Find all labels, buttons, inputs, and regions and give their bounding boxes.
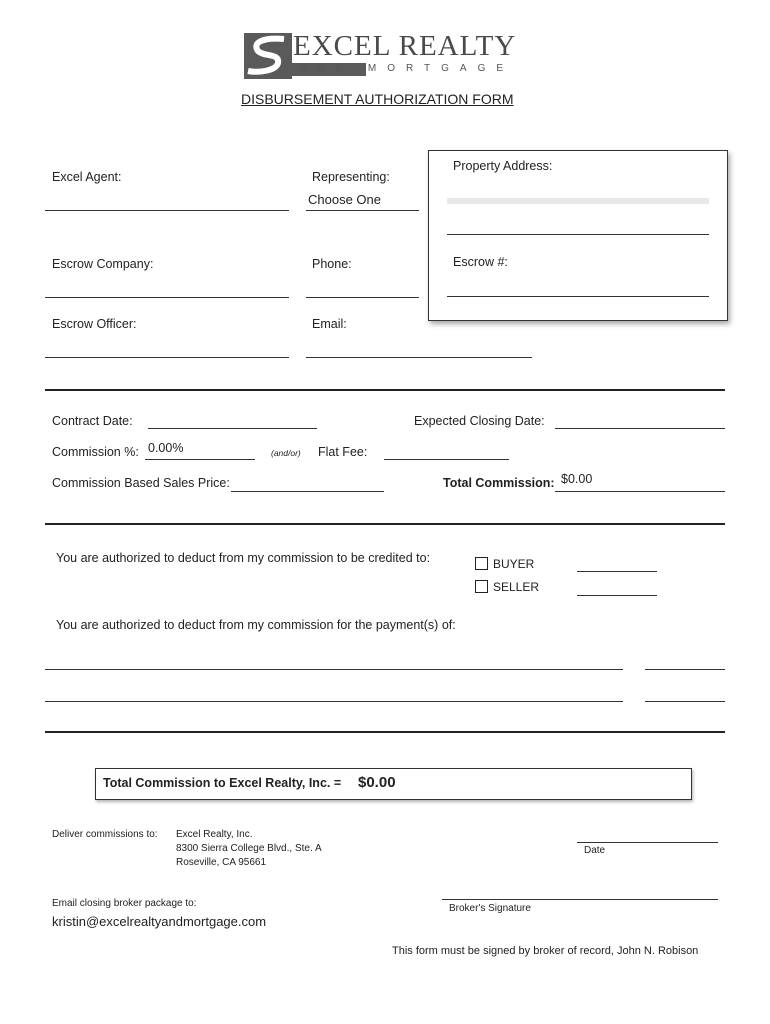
escrow-officer-field[interactable] — [45, 357, 289, 358]
deliver-address-line3: Roseville, CA 95661 — [176, 857, 267, 868]
email-field[interactable] — [306, 357, 532, 358]
escrow-company-field[interactable] — [45, 297, 289, 298]
property-address-label: Property Address: — [453, 159, 553, 173]
buyer-label: BUYER — [493, 557, 535, 571]
excel-agent-label: Excel Agent: — [52, 170, 122, 184]
flat-fee-label: Flat Fee: — [318, 445, 368, 459]
phone-field[interactable] — [306, 297, 419, 298]
commission-pct-underline — [145, 459, 255, 460]
property-address-line[interactable] — [447, 234, 709, 235]
buyer-checkbox[interactable] — [475, 557, 488, 570]
form-title: DISBURSEMENT AUTHORIZATION FORM — [241, 91, 514, 107]
date-label: Date — [584, 845, 606, 856]
payment-description-2[interactable] — [45, 701, 623, 702]
excel-agent-field[interactable] — [45, 210, 289, 211]
broker-signature-label: Broker's Signature — [449, 903, 531, 914]
total-commission-label: Total Commission: — [443, 476, 555, 490]
seller-amount-field[interactable] — [577, 595, 657, 596]
total-commission-excel-label: Total Commission to Excel Realty, Inc. = — [103, 776, 342, 790]
commission-sales-price-label: Commission Based Sales Price: — [52, 476, 230, 490]
total-commission-underline — [555, 491, 725, 492]
phone-label: Phone: — [312, 257, 352, 271]
email-package-address[interactable]: kristin@excelrealtyandmortgage.com — [52, 914, 267, 929]
logo-name: EXCEL REALTY — [293, 30, 517, 62]
escrow-number-field[interactable] — [447, 296, 709, 297]
seller-checkbox[interactable] — [475, 580, 488, 593]
footer-note: This form must be signed by broker of record, John N. Robison — [392, 945, 699, 957]
total-commission-excel-value: $0.00 — [358, 774, 396, 791]
escrow-officer-label: Escrow Officer: — [52, 317, 137, 331]
total-commission-value[interactable]: $0.00 — [561, 472, 593, 486]
email-package-label: Email closing broker package to: — [52, 898, 197, 909]
seller-label: SELLER — [493, 580, 540, 594]
representing-select[interactable]: Choose One — [308, 192, 381, 207]
email-label: Email: — [312, 317, 347, 331]
deliver-address-line1: Excel Realty, Inc. — [176, 829, 253, 840]
payment-description-1[interactable] — [45, 669, 623, 670]
section-divider-3 — [45, 731, 725, 733]
escrow-company-label: Escrow Company: — [52, 257, 154, 271]
expected-closing-date-label: Expected Closing Date: — [414, 414, 545, 428]
contract-date-field[interactable] — [148, 428, 317, 429]
expected-closing-date-field[interactable] — [555, 428, 725, 429]
flat-fee-field[interactable] — [384, 459, 509, 460]
broker-signature-field[interactable] — [442, 899, 718, 900]
deliver-label: Deliver commissions to: — [52, 829, 158, 840]
contract-date-label: Contract Date: — [52, 414, 133, 428]
payment-authorization-text: You are authorized to deduct from my commission for the payment(s) of: — [56, 618, 456, 632]
date-field[interactable] — [577, 842, 718, 843]
escrow-number-label: Escrow #: — [453, 255, 508, 269]
commission-sales-price-field[interactable] — [231, 491, 384, 492]
excel-realty-logo-mark — [244, 33, 292, 79]
representing-label: Representing: — [312, 170, 390, 184]
section-divider-2 — [45, 523, 725, 525]
and-or-label: (and/or) — [271, 448, 301, 458]
credit-authorization-text: You are authorized to deduct from my commission to be credited to: — [56, 551, 431, 565]
commission-pct-input[interactable]: 0.00% — [148, 441, 184, 455]
property-address-input[interactable] — [447, 198, 709, 204]
representing-underline — [306, 210, 419, 211]
logo-subtitle: AND MORTGAGE — [300, 63, 515, 74]
section-divider — [45, 389, 725, 391]
payment-amount-1[interactable] — [645, 669, 725, 670]
deliver-address-line2: 8300 Sierra College Blvd., Ste. A — [176, 843, 322, 854]
commission-pct-label: Commission %: — [52, 445, 139, 459]
payment-amount-2[interactable] — [645, 701, 725, 702]
buyer-amount-field[interactable] — [577, 571, 657, 572]
